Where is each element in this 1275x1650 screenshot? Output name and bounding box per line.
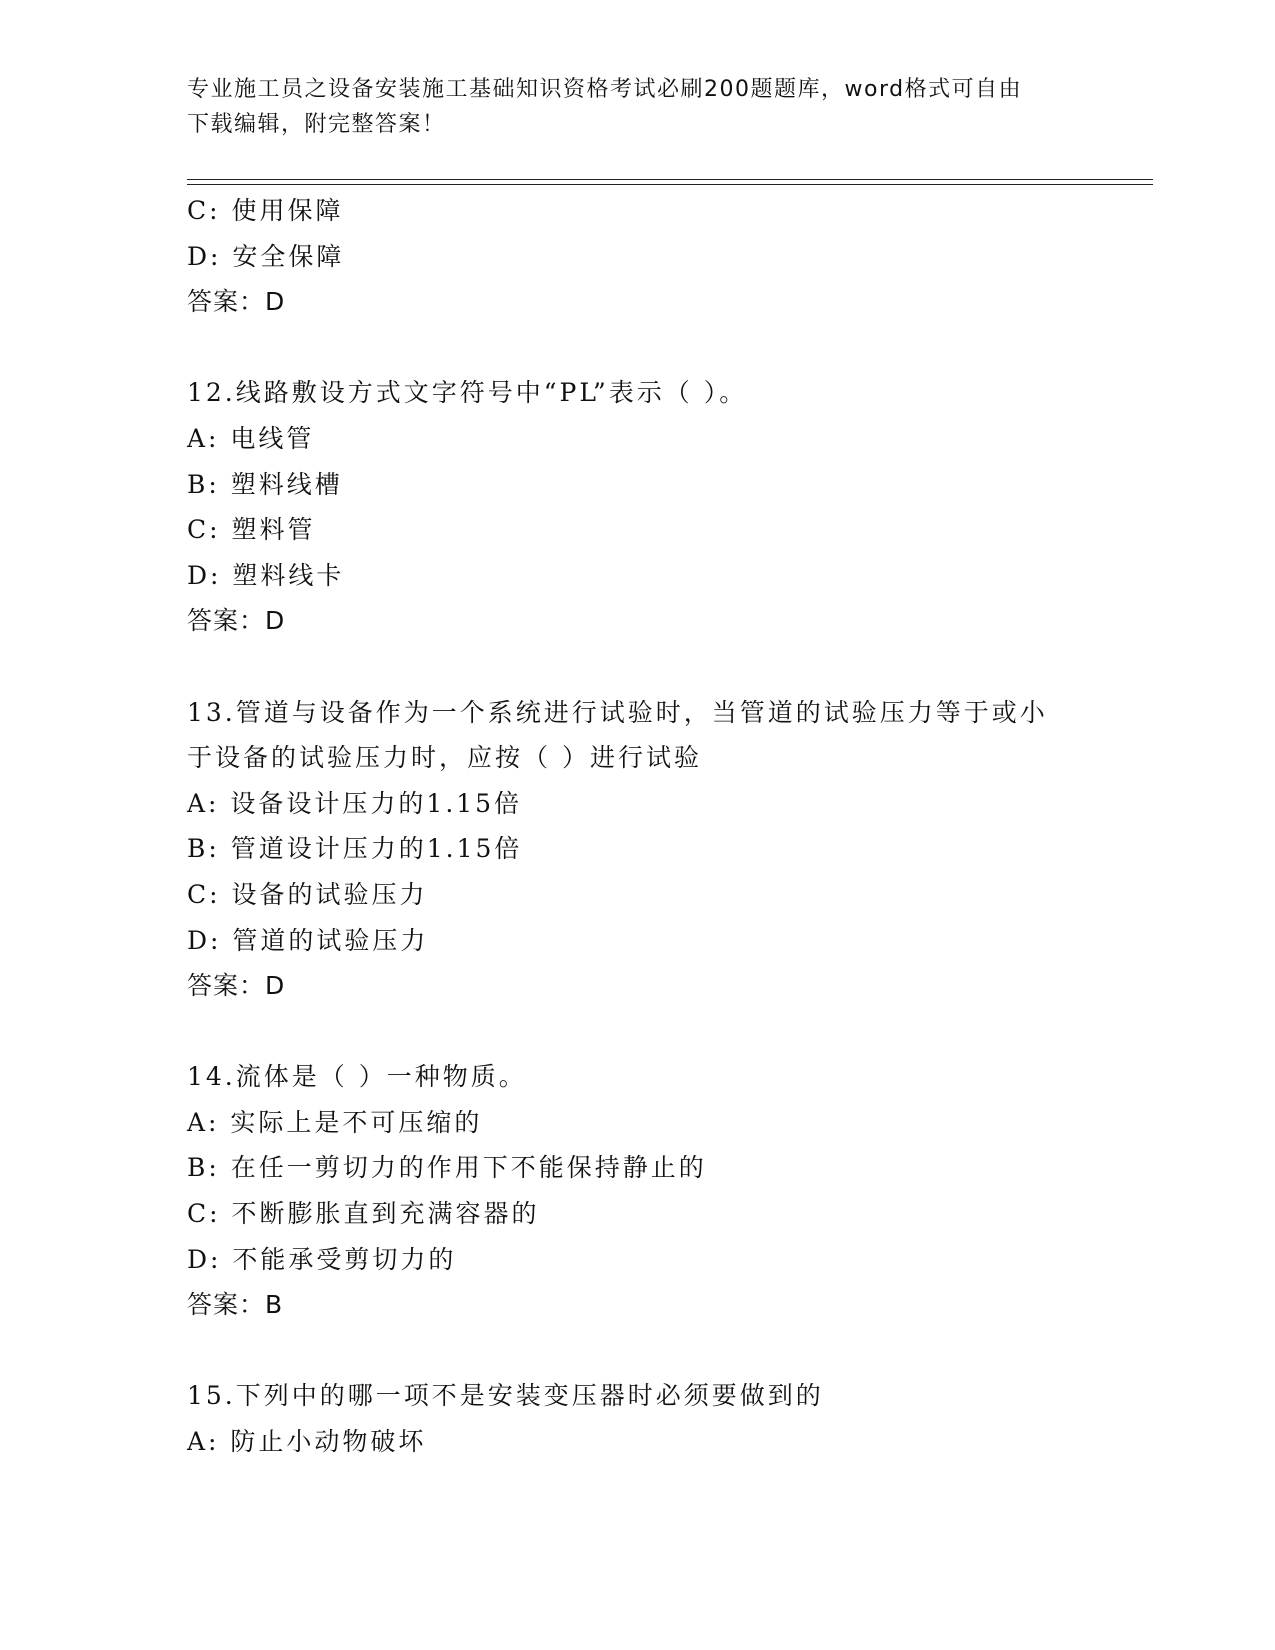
- question-block-13: [187, 690, 1087, 1009]
- spacer: [187, 1328, 1087, 1374]
- option-d: D: 管道的试验压力: [187, 925, 429, 955]
- question-text-line-1: 13.管道与设备作为一个系统进行试验时，当管道的试验压力等于或小: [187, 697, 1048, 727]
- option-a: A: 防止小动物破坏: [187, 1427, 427, 1457]
- question-block-12: [187, 370, 1087, 644]
- header-divider-bottom: [187, 184, 1153, 185]
- option-d: D: 塑料线卡: [187, 560, 345, 590]
- option-c: C: 使用保障: [187, 196, 344, 225]
- answer-line: 答案：D: [187, 606, 286, 636]
- question-block-14: [187, 1054, 1087, 1328]
- option-c: C: 不断膨胀直到充满容器的: [187, 1199, 540, 1229]
- option-b: B: 管道设计压力的1.15倍: [187, 834, 523, 864]
- header-divider-top: [187, 179, 1153, 180]
- question-text: 15.下列中的哪一项不是安装变压器时必须要做到的: [187, 1381, 824, 1411]
- option-a: A: 实际上是不可压缩的: [187, 1107, 483, 1137]
- option-d: D: 安全保障: [187, 241, 345, 271]
- spacer: [187, 644, 1087, 690]
- option-a: A: 电线管: [187, 423, 315, 453]
- question-list: [187, 188, 1087, 1465]
- question-text-line-2: 于设备的试验压力时，应按（ ）进行试验: [187, 743, 702, 773]
- option-b: B: 塑料线槽: [187, 469, 343, 499]
- question-text: 14.流体是（ ）一种物质。: [187, 1062, 527, 1092]
- question-block-previous: [187, 188, 1087, 325]
- answer-line: 答案：D: [187, 287, 286, 317]
- answer-line: 答案：D: [187, 971, 286, 1001]
- header-line-2: 下载编辑，附完整答案！: [187, 112, 446, 137]
- option-b: B: 在任一剪切力的作用下不能保持静止的: [187, 1153, 707, 1183]
- option-d: D: 不能承受剪切力的: [187, 1244, 457, 1274]
- option-a: A: 设备设计压力的1.15倍: [187, 788, 523, 818]
- option-c: C: 设备的试验压力: [187, 879, 428, 909]
- header-line-1: 专业施工员之设备安装施工基础知识资格考试必刷200题题库，word格式可自由: [187, 77, 1023, 102]
- question-text: 12.线路敷设方式文字符号中“PL”表示（ ）。: [187, 378, 748, 408]
- spacer: [187, 1009, 1087, 1055]
- answer-line: 答案：B: [187, 1290, 284, 1320]
- question-block-15: [187, 1373, 1087, 1464]
- spacer: [187, 325, 1087, 371]
- option-c: C: 塑料管: [187, 515, 316, 545]
- document-header: [187, 72, 1087, 142]
